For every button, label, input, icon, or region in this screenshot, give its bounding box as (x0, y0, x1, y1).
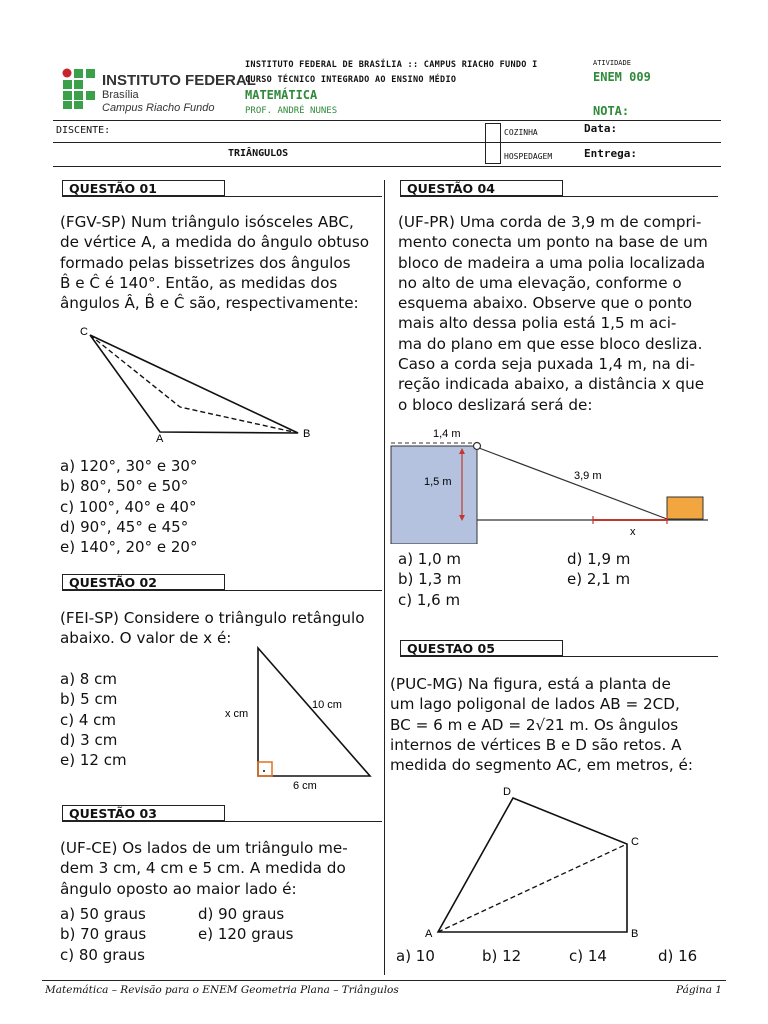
q4-pulley-figure (390, 424, 708, 544)
q2-title: QUESTÃO 02 (62, 574, 225, 590)
q5-label-b: B (631, 928, 639, 940)
footer-rule (42, 980, 726, 981)
q5-text-line: (PUC-MG) Na figura, está a planta de (390, 675, 671, 693)
q1-text (60, 212, 369, 313)
logo-sub2: Campus Riacho Fundo (102, 102, 215, 114)
q4-text-line: mais alto dessa polia está 1,5 m aci- (398, 314, 677, 333)
q4-text-line: Caso a corda seja puxada 1,4 m, na di- (398, 355, 695, 374)
q1-text-line: formado pelas bissetrizes dos ângulos (60, 253, 351, 272)
q5-option[interactable]: a) 10 (396, 947, 435, 965)
q5-text (390, 674, 693, 775)
hospedagem-label: HOSPEDAGEM (504, 152, 553, 161)
q4-option[interactable]: a) 1,0 m (398, 550, 462, 568)
q1-label-b: B (303, 428, 311, 440)
q3-title: QUESTÃO 03 (62, 805, 225, 821)
q3-text (60, 838, 348, 899)
q2-right-triangle-figure (220, 640, 380, 795)
q4-option[interactable]: c) 1,6 m (398, 590, 461, 609)
q4-elevation (391, 446, 477, 544)
q2-label-base: 6 cm (293, 780, 317, 792)
q3-option[interactable]: a) 50 graus (60, 905, 146, 923)
footer-left: Matemática – Revisão para o ENEM Geometria Plana – Triângulos (45, 984, 399, 996)
q1-option[interactable]: a) 120°, 30° e 30° (60, 457, 198, 475)
q1-option[interactable]: d) 90°, 45° e 45° (60, 517, 189, 536)
header-line2: CURSO TÉCNICO INTEGRADO AO ENSINO MÉDIO (245, 75, 457, 85)
q2-label-hyp: 10 cm (312, 699, 342, 711)
logo (62, 68, 98, 110)
q4-rope (479, 448, 667, 519)
q4-options-right (567, 549, 630, 590)
q5-text-line: um lago poligonal de lados AB = 2CD, (390, 695, 680, 714)
q5-diagonal-ac (438, 844, 627, 932)
q2-right-angle-mark (258, 762, 272, 776)
subject: MATEMÁTICA (245, 88, 318, 102)
q4-options-left (398, 549, 461, 610)
cozinha-checkbox[interactable] (485, 123, 501, 164)
q1-text-line: B̂ e Ĉ é 140°. Então, as medidas dos (60, 273, 338, 292)
logo-sub1: Brasília (102, 89, 139, 101)
q4-text-line: no alto de uma elevação, conforme o (398, 273, 682, 292)
q3-options-left (60, 904, 146, 965)
q4-text-line: reção indicada abaixo, a distância x que (398, 375, 705, 394)
header-rule-bot (53, 166, 721, 167)
q2-text-line: abaixo. O valor de x é: (60, 629, 232, 648)
header-rule-top (53, 120, 721, 121)
q5-rule (400, 656, 718, 657)
header-rule-mid (53, 142, 721, 143)
activity-label: ATIVIDADE (593, 59, 631, 67)
q2-options (60, 669, 127, 770)
q2-text-line: (FEI-SP) Considere o triângulo retângulo (60, 609, 365, 627)
q2-label-x: x cm (225, 708, 249, 720)
q4-label-top: 1,4 m (433, 428, 461, 440)
q5-label-d: D (503, 786, 511, 798)
q2-option[interactable]: a) 8 cm (60, 670, 117, 688)
q5-label-a: A (425, 928, 433, 940)
q4-option[interactable]: d) 1,9 m (567, 550, 631, 568)
q1-triangle-figure (60, 320, 320, 445)
q2-triangle (258, 648, 370, 776)
q4-text-line: (UF-PR) Uma corda de 3,9 m de compri- (398, 213, 702, 231)
logo-title: INSTITUTO FEDERAL (102, 72, 256, 89)
q2-option[interactable]: d) 3 cm (60, 730, 118, 749)
q4-text-line: ma do plano em que esse bloco desliza. (398, 334, 703, 353)
q4-text-line: bloco de madeira a uma polia localizada (398, 253, 706, 272)
discente-label: DISCENTE: (56, 125, 111, 136)
q4-text-line: mento conecta um ponto na base de um (398, 233, 708, 252)
q2-option[interactable]: c) 4 cm (60, 710, 117, 729)
column-divider (384, 180, 385, 975)
q2-rule (62, 590, 382, 591)
q3-rule (62, 821, 382, 822)
q1-label-a: A (156, 433, 164, 445)
q3-options-right (198, 904, 293, 945)
q5-text-line: internos de vértices B e D são retos. A (390, 735, 682, 754)
q5-option[interactable]: b) 12 (482, 947, 522, 965)
q1-option[interactable]: c) 100°, 40° e 40° (60, 497, 197, 516)
q4-text (398, 212, 708, 415)
institute-logo-icon (62, 68, 98, 110)
q5-label-c: C (631, 836, 639, 848)
q4-label-x: x (630, 526, 636, 538)
q3-option[interactable]: c) 80 graus (60, 945, 145, 964)
checkbox-divider (485, 142, 501, 143)
q3-text-line: dem 3 cm, 4 cm e 5 cm. A medida do (60, 859, 346, 878)
q2-option[interactable]: e) 12 cm (60, 751, 127, 770)
q4-label-rope: 3,9 m (574, 470, 602, 482)
teacher: PROF. ANDRÉ NUNES (245, 106, 338, 116)
q3-option[interactable]: e) 120 graus (198, 925, 294, 944)
q3-option[interactable]: b) 70 graus (60, 925, 147, 944)
nota-label: NOTA: (593, 104, 630, 118)
q1-option[interactable]: e) 140°, 20° e 20° (60, 538, 198, 557)
topic: TRIÂNGULOS (228, 148, 289, 159)
q1-triangle (90, 335, 298, 433)
footer-right: Página 1 (676, 984, 722, 996)
q5-polygon-figure (395, 782, 715, 942)
q5-lake-polygon (438, 798, 627, 932)
q3-text-line: (UF-CE) Os lados de um triângulo me- (60, 839, 348, 857)
q1-title: QUESTÃO 01 (62, 180, 225, 196)
q5-option[interactable]: d) 16 (658, 947, 698, 965)
q4-text-line: esquema abaixo. Observe que o ponto (398, 294, 693, 313)
q1-text-line: de vértice A, a medida do ângulo obtuso (60, 233, 370, 252)
q4-block (667, 497, 703, 519)
q5-text-line: BC = 6 m e AD = 2√21 m. Os ângulos (390, 715, 679, 734)
q5-text-line: medida do segmento AC, em metros, é: (390, 756, 693, 775)
entrega-label: Entrega: (584, 147, 637, 160)
q1-options (60, 456, 197, 557)
q4-option[interactable]: e) 2,1 m (567, 570, 631, 589)
q4-text-line: o bloco deslizará será de: (398, 395, 593, 414)
q1-text-line: (FGV-SP) Num triângulo isósceles ABC, (60, 213, 354, 231)
q2-option[interactable]: b) 5 cm (60, 690, 118, 709)
q1-option[interactable]: b) 80°, 50° e 50° (60, 477, 189, 496)
q1-label-c: C (80, 326, 88, 338)
activity: ENEM 009 (593, 70, 651, 84)
q4-rule (400, 196, 718, 197)
header-line1: INSTITUTO FEDERAL DE BRASÍLIA :: CAMPUS RIACHO FUNDO I (245, 60, 538, 70)
q1-rule (62, 196, 382, 197)
q4-label-height: 1,5 m (424, 476, 452, 488)
cozinha-label: COZINHA (504, 128, 538, 137)
q3-option[interactable]: d) 90 graus (198, 905, 285, 923)
q1-text-line: ângulos Â, B̂ e Ĉ são, respectivamente: (60, 294, 359, 313)
q4-title: QUESTÃO 04 (400, 180, 563, 196)
q4-option[interactable]: b) 1,3 m (398, 570, 462, 589)
q5-option[interactable]: c) 14 (569, 947, 607, 965)
q5-title: QUESTAO 05 (400, 640, 563, 656)
data-label: Data: (584, 122, 618, 135)
q3-text-line: ângulo oposto ao maior lado é: (60, 879, 297, 898)
